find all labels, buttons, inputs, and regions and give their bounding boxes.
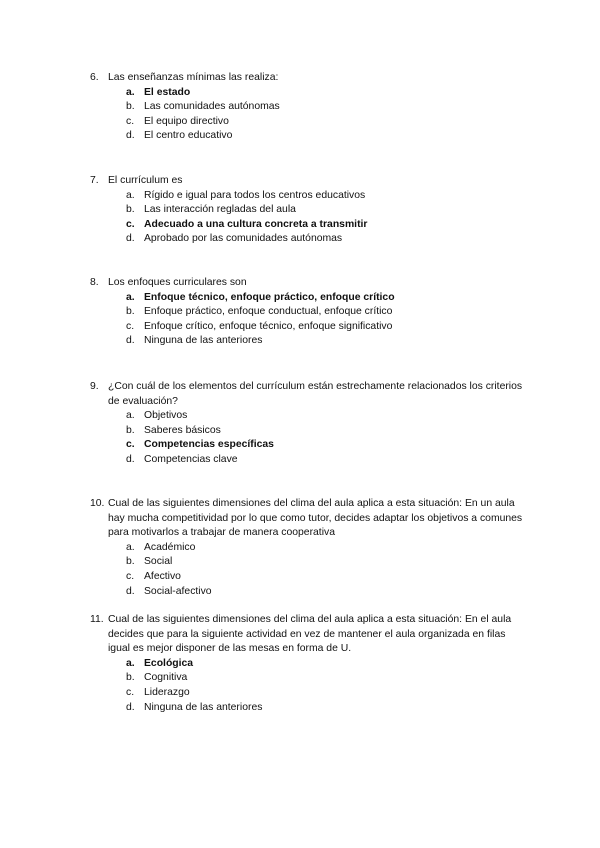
option-text: Adecuado a una cultura concreta a transmitir <box>144 218 368 230</box>
option-text: Competencias específicas <box>144 439 274 451</box>
option-letter: d. <box>126 453 135 465</box>
option-text: Ecológica <box>144 657 194 669</box>
option-letter: c. <box>126 218 135 230</box>
option-b <box>90 671 530 686</box>
option-text: El estado <box>144 86 191 98</box>
option-d <box>90 453 530 468</box>
option-text: El equipo directivo <box>144 115 229 127</box>
option-c <box>90 320 530 335</box>
question-text: Los enfoques curriculares son <box>108 277 247 288</box>
options-list <box>90 541 530 599</box>
question-number: 11. <box>90 614 104 625</box>
option-text: Social <box>144 556 173 568</box>
option-a <box>90 291 530 306</box>
option-d <box>90 701 530 716</box>
option-b <box>90 424 530 439</box>
option-text: Aprobado por las comunidades autónomas <box>144 233 343 245</box>
question-text: Cual de las siguientes dimensiones del clima del aula aplica a esta situación: En el aula decides que para la siguiente actividad en vez de mantener el aula organizada en filas igual es mejor disponer de las mesas en forma de U. <box>108 614 512 655</box>
option-letter: a. <box>126 86 135 98</box>
option-c <box>90 218 530 233</box>
option-text: Competencias clave <box>144 453 238 465</box>
options-list <box>90 86 530 144</box>
question-number: 7. <box>90 175 99 186</box>
question-text: Cual de las siguientes dimensiones del clima del aula aplica a esta situación: En un aula hay mucha competitividad por lo que como tutor, decides adaptar los objetivos a comunes para motivarlos a trabajar de manera cooperativa <box>108 498 523 539</box>
option-a <box>90 657 530 672</box>
question-text: El currículum es <box>108 175 183 186</box>
option-c <box>90 686 530 701</box>
question-8 <box>90 276 530 349</box>
option-letter: b. <box>126 424 135 436</box>
option-text: Enfoque crítico, enfoque técnico, enfoque significativo <box>144 320 393 332</box>
option-c <box>90 115 530 130</box>
option-letter: d. <box>126 335 135 347</box>
option-letter: a. <box>126 657 135 669</box>
option-text: Las interacción regladas del aula <box>144 204 296 216</box>
option-c <box>90 438 530 453</box>
option-letter: b. <box>126 204 135 216</box>
option-c <box>90 570 530 585</box>
option-text: Las comunidades autónomas <box>144 101 280 113</box>
option-text: Enfoque práctico, enfoque conductual, enfoque crítico <box>144 306 393 318</box>
option-text: Afectivo <box>144 570 181 582</box>
option-letter: d. <box>126 701 135 713</box>
option-d <box>90 334 530 349</box>
option-letter: c. <box>126 570 135 582</box>
option-text: Ninguna de las anteriores <box>144 701 263 713</box>
question-header <box>90 497 530 541</box>
option-text: Ninguna de las anteriores <box>144 335 263 347</box>
option-letter: c. <box>126 686 135 698</box>
option-a <box>90 86 530 101</box>
option-b <box>90 305 530 320</box>
option-letter: c. <box>126 320 135 332</box>
options-list <box>90 409 530 467</box>
option-text: Enfoque técnico, enfoque práctico, enfoque crítico <box>144 291 395 303</box>
option-d <box>90 129 530 144</box>
question-9 <box>90 380 530 468</box>
question-header <box>90 380 530 409</box>
option-d <box>90 232 530 247</box>
question-11 <box>90 613 530 715</box>
question-header <box>90 613 530 657</box>
option-letter: a. <box>126 189 135 201</box>
options-list <box>90 291 530 349</box>
option-text: Académico <box>144 541 196 553</box>
question-text: Las enseñanzas mínimas las realiza: <box>108 72 279 83</box>
option-letter: d. <box>126 130 135 142</box>
option-letter: d. <box>126 585 135 597</box>
question-text: ¿Con cuál de los elementos del currículum están estrechamente relacionados los criterios de evaluación? <box>108 381 523 407</box>
question-number: 8. <box>90 277 99 288</box>
question-6 <box>90 71 530 144</box>
question-header <box>90 174 530 189</box>
question-number: 6. <box>90 72 99 83</box>
options-list <box>90 657 530 715</box>
question-number: 10. <box>90 498 105 509</box>
option-text: Liderazgo <box>144 686 190 698</box>
option-letter: a. <box>126 410 135 422</box>
option-text: Social-afectivo <box>144 585 212 597</box>
option-letter: b. <box>126 306 135 318</box>
option-a <box>90 409 530 424</box>
option-letter: a. <box>126 291 135 303</box>
option-letter: c. <box>126 115 135 127</box>
option-letter: c. <box>126 439 135 451</box>
option-b <box>90 100 530 115</box>
option-letter: b. <box>126 672 135 684</box>
option-text: Rígido e igual para todos los centros educativos <box>144 189 366 201</box>
option-letter: b. <box>126 556 135 568</box>
option-text: Cognitiva <box>144 672 188 684</box>
question-header <box>90 71 530 86</box>
option-letter: a. <box>126 541 135 553</box>
option-text: Saberes básicos <box>144 424 221 436</box>
option-letter: b. <box>126 101 135 113</box>
question-header <box>90 276 530 291</box>
option-letter: d. <box>126 233 135 245</box>
option-d <box>90 585 530 600</box>
option-a <box>90 189 530 204</box>
question-10 <box>90 497 530 599</box>
option-text: Objetivos <box>144 410 188 422</box>
options-list <box>90 189 530 247</box>
option-b <box>90 555 530 570</box>
question-7 <box>90 174 530 247</box>
question-number: 9. <box>90 381 99 392</box>
option-b <box>90 203 530 218</box>
option-a <box>90 541 530 556</box>
option-text: El centro educativo <box>144 130 233 142</box>
